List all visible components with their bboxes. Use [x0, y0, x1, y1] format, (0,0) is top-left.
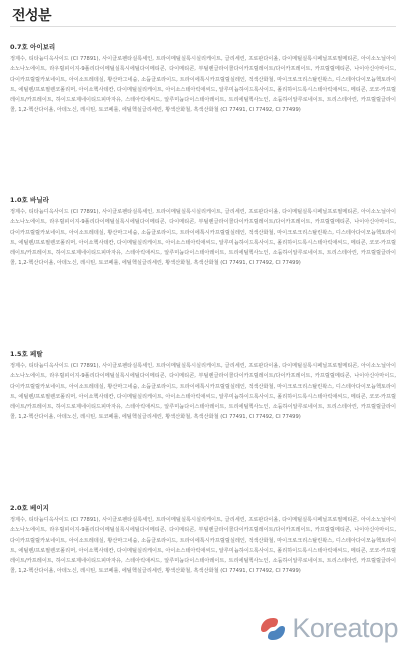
section-heading: 0.7호 아이보리 — [10, 43, 56, 51]
page-title: 전성분 — [12, 8, 52, 24]
title-divider — [10, 26, 396, 27]
shade-section-beige — [10, 503, 396, 577]
ingredient-list: 정제수, 티타늄디옥사이드 (CI 77891), 사이클로펜타실록세인, 트라이메틸실록시실리케이트, 글리세린, 프로판다이올, 다이메틸실록시페닐프로필메티콘, 아이소노닐아이소노나노에이트, 라우릴피이지-9폴리다이메틸실록시에틸다이메티콘, 다이메티콘, 부틸렌글라이콜다이카프릴레이트/다이카프레이트, 카프릴릴메티콘, 나이아신아마이드, 다이카프릴릴카보네이트, 아이소트레데실, 황산마그네슘, 소듐클로라이드, 트라이에톡시카프릴릴실레인, 적색산화철, 마이크로크리스탈린왁스, 디스테아다이모늄헥토라이트, 에틸렌/프로필렌코폴리머, 아이소헥사데칸, 다이메틸실리케이트, 아이소스테아릭애씨드, 알루미늄하이드록사이드, 폴리하이드록시스테아릭애씨드, 메티콘, 코코-카프릴레이트/카프레이트, 하이드로제네이티드피마자유, 스테아릭애씨드, 알루미늄다이스테아레이트, 트리에틸헥사노인, 소듐하이알루로네이트, 트리스테아린, 카프릴릴글라이콜, 1,2-헥산다이올, 아데노신, 레시틴, 토코페롤, 에틸헥실글리세린, 황색산화철, 흑색산화철 (CI 77491, CI 77492, CI 77499) — [10, 209, 396, 267]
watermark-text: Koreatop — [292, 613, 398, 643]
section-heading: 1.5호 페탈 — [10, 350, 43, 358]
ingredient-list: 정제수, 티타늄디옥사이드 (CI 77891), 사이클로펜타실록세인, 트라이메틸실록시실리케이트, 글리세린, 프로판다이올, 다이메틸실록시페닐프로필메티콘, 아이소노닐아이소노나노에이트, 라우릴피이지-9폴리다이메틸실록시에틸다이메티콘, 다이메티콘, 부틸렌글라이콜다이카프릴레이트/다이카프레이트, 카프릴릴메티콘, 나이아신아마이드, 다이카프릴릴카보네이트, 아이소트레데실, 황산마그네슘, 소듐클로라이드, 트라이에톡시카프릴릴실레인, 적색산화철, 마이크로크리스탈린왁스, 디스테아다이모늄헥토라이트, 에틸렌/프로필렌코폴리머, 아이소헥사데칸, 다이메틸실리케이트, 아이소스테아릭애씨드, 알루미늄하이드록사이드, 폴리하이드록시스테아릭애씨드, 메티콘, 코코-카프릴레이트/카프레이트, 하이드로제네이티드피마자유, 스테아릭애씨드, 알루미늄다이스테아레이트, 트리에틸헥사노인, 소듐하이알루로네이트, 트리스테아린, 카프릴릴글라이콜, 1,2-헥산다이올, 아데노신, 레시틴, 토코페롤, 에틸헥실글리세린, 황색산화철, 흑색산화철 (CI 77491, CI 77492, CI 77499) — [10, 517, 396, 575]
shade-section-ivory — [10, 42, 396, 116]
shade-section-petal — [10, 349, 396, 423]
koreatop-watermark — [258, 613, 398, 644]
ingredient-list: 정제수, 티타늄디옥사이드 (CI 77891), 사이클로펜타실록세인, 트라이메틸실록시실리케이트, 글리세린, 프로판다이올, 다이메틸실록시페닐프로필메티콘, 아이소노닐아이소노나노에이트, 라우릴피이지-9폴리다이메틸실록시에틸다이메티콘, 다이메티콘, 부틸렌글라이콜다이카프릴레이트/다이카프레이트, 카프릴릴메티콘, 나이아신아마이드, 다이카프릴릴카보네이트, 아이소트레데실, 황산마그네슘, 소듐클로라이드, 트라이에톡시카프릴릴실레인, 적색산화철, 마이크로크리스탈린왁스, 디스테아다이모늄헥토라이트, 에틸렌/프로필렌코폴리머, 아이소헥사데칸, 다이메틸실리케이트, 아이소스테아릭애씨드, 알루미늄하이드록사이드, 폴리하이드록시스테아릭애씨드, 메티콘, 코코-카프릴레이트/카프레이트, 하이드로제네이티드피마자유, 스테아릭애씨드, 알루미늄다이스테아레이트, 트리에틸헥사노인, 소듐하이알루로네이트, 트리스테아린, 카프릴릴글라이콜, 1,2-헥산다이올, 아데노신, 레시틴, 토코페롤, 에틸헥실글리세린, 황색산화철, 흑색산화철 (CI 77491, CI 77492, CI 77499) — [10, 363, 396, 421]
section-heading: 1.0호 바닐라 — [10, 196, 49, 204]
shade-section-vanilla — [10, 195, 396, 269]
korea-taegeuk-logo-icon — [258, 616, 288, 642]
ingredient-list: 정제수, 티타늄디옥사이드 (CI 77891), 사이클로펜타실록세인, 트라이메틸실록시실리케이트, 글리세린, 프로판다이올, 다이메틸실록시페닐프로필메티콘, 아이소노닐아이소노나노에이트, 라우릴피이지-9폴리다이메틸실록시에틸다이메티콘, 다이메티콘, 부틸렌글라이콜다이카프릴레이트/다이카프레이트, 카프릴릴메티콘, 나이아신아마이드, 다이카프릴릴카보네이트, 아이소트레데실, 황산마그네슘, 소듐클로라이드, 트라이에톡시카프릴릴실레인, 적색산화철, 마이크로크리스탈린왁스, 디스테아다이모늄헥토라이트, 에틸렌/프로필렌코폴리머, 아이소헥사데칸, 다이메틸실리케이트, 아이소스테아릭애씨드, 알루미늄하이드록사이드, 폴리하이드록시스테아릭애씨드, 메티콘, 코코-카프릴레이트/카프레이트, 하이드로제네이티드피마자유, 스테아릭애씨드, 알루미늄다이스테아레이트, 트리에틸헥사노인, 소듐하이알루로네이트, 트리스테아린, 카프릴릴글라이콜, 1,2-헥산다이올, 아데노신, 레시틴, 토코페롤, 에틸헥실글리세린, 황색산화철, 흑색산화철 (CI 77491, CI 77492, CI 77499) — [10, 56, 396, 114]
section-heading: 2.0호 베이지 — [10, 504, 49, 512]
